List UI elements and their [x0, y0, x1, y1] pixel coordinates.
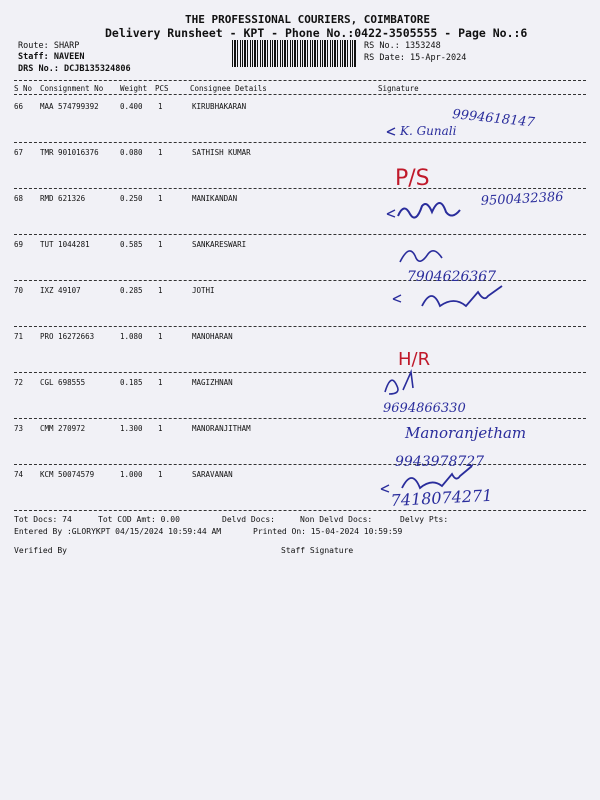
cell-consignee: JOTHI — [192, 286, 215, 295]
signature-70 — [422, 286, 502, 306]
handwritten-name-73: Manoranjetham — [405, 424, 527, 442]
check-mark — [387, 210, 395, 217]
cell-pcs: 1 — [158, 378, 163, 387]
cell-consignment: TUT 1044281 — [40, 240, 90, 249]
staff-signature-label: Staff Signature — [281, 546, 354, 555]
handwritten-ps-mark: P/S — [395, 166, 430, 191]
col-signature: Signature — [378, 84, 419, 93]
cell-pcs: 1 — [158, 286, 163, 295]
signature-72 — [385, 372, 413, 394]
cell-weight: 0.285 — [120, 286, 143, 295]
cell-weight: 1.080 — [120, 332, 143, 341]
rs-number: RS No.: 1353248 — [364, 41, 441, 51]
cell-pcs: 1 — [158, 470, 163, 479]
cell-consignment: CMM 270972 — [40, 424, 86, 433]
col-sno: S No — [14, 84, 33, 93]
cell-consignment: MAA 574799392 — [40, 102, 99, 111]
cell-weight: 0.400 — [120, 102, 143, 111]
cell-weight: 0.250 — [120, 194, 143, 203]
route-label: Route: SHARP — [18, 41, 80, 51]
cell-pcs: 1 — [158, 240, 163, 249]
signature-69 — [400, 251, 442, 262]
handwritten-hr-mark: H/R — [398, 349, 431, 370]
cell-consignee: MAGIZHNAN — [192, 378, 233, 387]
cell-pcs: 1 — [158, 102, 163, 111]
handwritten-phone-68: 9500432386 — [480, 189, 564, 209]
verified-by: Verified By — [14, 546, 67, 555]
cell-consignee: SARAVANAN — [192, 470, 233, 479]
cell-weight: 0.080 — [120, 148, 143, 157]
non-delvd-docs: Non Delvd Docs: — [300, 515, 373, 524]
cell-sno: 71 — [14, 332, 24, 341]
check-mark — [387, 128, 395, 135]
check-mark — [393, 295, 401, 302]
check-mark — [381, 485, 389, 492]
printed-on: Printed On: 15-04-2024 10:59:59 — [253, 527, 403, 536]
company-title: THE PROFESSIONAL COURIERS, COIMBATORE — [185, 13, 431, 26]
cell-sno: 72 — [14, 378, 24, 387]
cell-pcs: 1 — [158, 424, 163, 433]
handwritten-phone-74: 7418074271 — [390, 485, 493, 510]
cell-weight: 1.000 — [120, 470, 143, 479]
cell-consignee: MANIKANDAN — [192, 194, 238, 203]
cell-consignment: PRO 16272663 — [40, 332, 95, 341]
cell-consignment: CGL 698555 — [40, 378, 86, 387]
rs-date: RS Date: 15-Apr-2024 — [364, 53, 467, 63]
delvd-docs: Delvd Docs: — [222, 515, 275, 524]
signature-68 — [398, 203, 460, 218]
tot-docs: Tot Docs: 74 — [14, 515, 72, 524]
handwritten-phone-69: 7904626367 — [407, 269, 497, 285]
handwritten-name-66: K. Gunali — [400, 124, 457, 138]
cell-pcs: 1 — [158, 148, 163, 157]
cell-pcs: 1 — [158, 194, 163, 203]
cell-consignment: RMD 621326 — [40, 194, 86, 203]
entered-by: Entered By :GLORYKPT 04/15/2024 10:59:44 AM — [14, 527, 222, 536]
cell-sno: 73 — [14, 424, 24, 433]
cell-weight: 0.585 — [120, 240, 143, 249]
runsheet-subtitle: Delivery Runsheet - KPT - Phone No.:0422-3505555 - Page No.:6 — [105, 26, 528, 40]
cell-pcs: 1 — [158, 332, 163, 341]
cell-consignment: IXZ 49107 — [40, 286, 81, 295]
col-consignee: Consignee Details — [190, 84, 267, 93]
cell-sno: 67 — [14, 148, 24, 157]
cell-sno: 74 — [14, 470, 24, 479]
cell-consignee: SANKARESWARI — [192, 240, 247, 249]
col-weight: Weight — [120, 84, 148, 93]
delvy-pts: Delvy Pts: — [400, 515, 449, 524]
drs-number: DRS No.: DCJB135324806 — [18, 64, 131, 74]
col-consignment: Consignment No — [40, 84, 104, 93]
cell-consignee: MANOHARAN — [192, 332, 233, 341]
cell-sno: 68 — [14, 194, 24, 203]
cell-consignee: KIRUBHAKARAN — [192, 102, 247, 111]
cell-consignee: SATHISH KUMAR — [192, 148, 251, 157]
cell-sno: 69 — [14, 240, 24, 249]
staff-label: Staff: NAVEEN — [18, 52, 85, 62]
handwritten-phone-72: 9694866330 — [383, 401, 466, 416]
tot-cod: Tot COD Amt: 0.00 — [98, 515, 180, 524]
cell-sno: 66 — [14, 102, 24, 111]
cell-consignment: TMR 901016376 — [40, 148, 99, 157]
col-pcs: PCS — [155, 84, 169, 93]
handwritten-phone-66: 9994618147 — [451, 107, 536, 131]
cell-weight: 0.185 — [120, 378, 143, 387]
cell-consignment: KCM 50074579 — [40, 470, 95, 479]
cell-sno: 70 — [14, 286, 24, 295]
cell-weight: 1.300 — [120, 424, 143, 433]
handwritten-phone-73: 9943978727 — [395, 454, 485, 470]
cell-consignee: MANORANJITHAM — [192, 424, 251, 433]
